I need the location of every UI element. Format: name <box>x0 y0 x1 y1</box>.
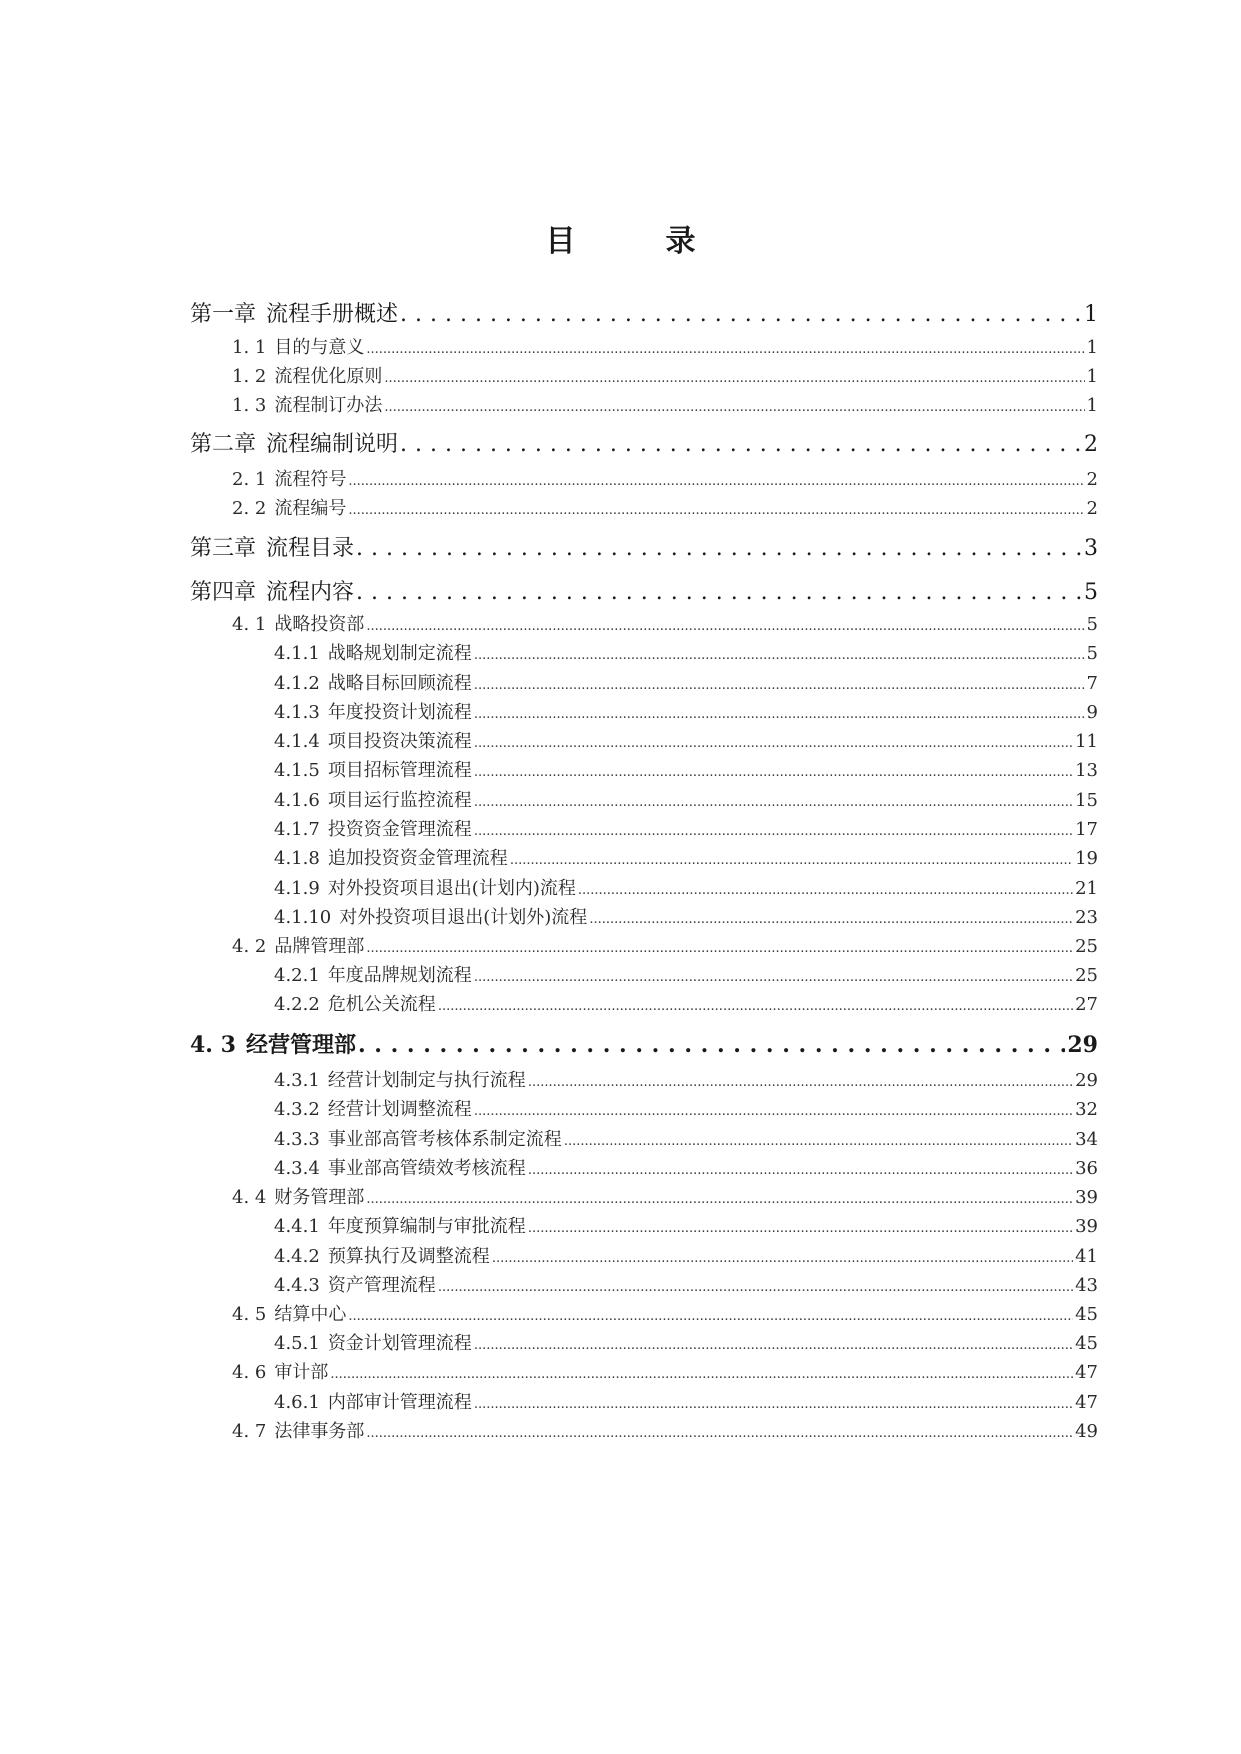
toc-entry-number: 4. 5 <box>232 1304 267 1325</box>
toc-entry[interactable] <box>232 335 1098 363</box>
toc-page-number: 17 <box>1075 819 1098 840</box>
toc-entry-label <box>274 700 472 726</box>
toc-entry-text: 对外投资项目退出(计划外)流程 <box>339 907 588 928</box>
toc-page-number: 2 <box>1084 432 1098 457</box>
toc-entry[interactable] <box>274 1273 1098 1301</box>
toc-entry[interactable] <box>274 876 1098 904</box>
toc-entry[interactable] <box>232 934 1098 962</box>
toc-entry-label <box>274 876 576 902</box>
toc-entry-label <box>232 393 382 419</box>
dot-leader <box>348 469 1084 495</box>
toc-page-number: 21 <box>1075 878 1098 899</box>
toc-entry[interactable] <box>274 758 1098 786</box>
toc-entry-label <box>274 758 472 784</box>
toc-entry-text: 年度预算编制与审批流程 <box>327 1216 526 1237</box>
toc-entry-number: 4. 2 <box>232 936 267 957</box>
toc-entry-text: 结算中心 <box>274 1304 347 1325</box>
toc-entry-text: 流程内容 <box>266 580 355 605</box>
toc-entry[interactable] <box>274 1331 1098 1359</box>
toc-entry[interactable] <box>232 467 1098 495</box>
toc-entry-label <box>274 1214 526 1240</box>
toc-entry[interactable] <box>274 700 1098 728</box>
toc-entry-text: 项目投资决策流程 <box>327 731 472 752</box>
toc-entry-number: 4.1.2 <box>274 673 320 694</box>
toc-entry-number: 4.1.9 <box>274 878 320 899</box>
toc-entry-label <box>274 1127 562 1153</box>
toc-entry-number: 4.4.3 <box>274 1275 320 1296</box>
dot-leader <box>474 673 1085 699</box>
toc-page-number: 43 <box>1075 1275 1098 1296</box>
toc-entry-label <box>274 788 472 814</box>
toc-entry[interactable] <box>190 578 1098 608</box>
toc-entry-text: 资产管理流程 <box>327 1275 436 1296</box>
toc-page-number: 39 <box>1075 1216 1098 1237</box>
toc-entry-number: 4. 7 <box>232 1421 267 1442</box>
toc-entry-number: 2. 2 <box>232 498 267 519</box>
toc-entry[interactable] <box>274 1214 1098 1242</box>
toc-entry[interactable] <box>274 1156 1098 1184</box>
toc-entry-number: 4.6.1 <box>274 1392 320 1413</box>
toc-entry-label <box>190 300 398 330</box>
toc-entry-text: 追加投资资金管理流程 <box>327 848 508 869</box>
toc-entry-text: 财务管理部 <box>274 1187 365 1208</box>
toc-entry-label <box>274 963 472 989</box>
toc-entry[interactable] <box>232 1185 1098 1213</box>
toc-entry[interactable] <box>274 905 1098 933</box>
toc-entry-number: 4.1.8 <box>274 848 320 869</box>
toc-entry-text: 战略规划制定流程 <box>327 643 472 664</box>
toc-entry-label <box>274 1244 490 1270</box>
toc-entry-label <box>274 729 472 755</box>
toc-entry-number: 4. 3 <box>190 1032 236 1058</box>
dot-leader <box>474 731 1073 757</box>
toc-entry-text: 审计部 <box>274 1362 329 1383</box>
toc-entry-text: 目的与意义 <box>274 337 365 358</box>
toc-entry-text: 年度投资计划流程 <box>327 702 472 723</box>
toc-entry[interactable] <box>274 1127 1098 1155</box>
toc-entry-number: 4.1.7 <box>274 819 320 840</box>
dot-leader <box>366 936 1073 962</box>
toc-entry-text: 法律事务部 <box>274 1421 365 1442</box>
toc-entry-text: 流程目录 <box>266 536 355 561</box>
toc-page-number: 49 <box>1075 1421 1098 1442</box>
toc-entry-number: 4. 6 <box>232 1362 267 1383</box>
toc-page-number: 47 <box>1075 1392 1098 1413</box>
toc-page-number: 1 <box>1086 366 1098 387</box>
toc-page-number: 2 <box>1086 469 1098 490</box>
toc-entry-label <box>274 846 508 872</box>
toc-page-number: 36 <box>1075 1158 1098 1179</box>
dot-leader <box>348 1304 1073 1330</box>
dot-leader <box>356 534 1082 564</box>
dot-leader <box>528 1070 1073 1096</box>
toc-page-number: 3 <box>1084 536 1098 561</box>
dot-leader <box>356 578 1082 608</box>
toc-page-number: 23 <box>1075 907 1098 928</box>
toc-entry-number: 4.1.3 <box>274 702 320 723</box>
toc-entry-text: 流程优化原则 <box>274 366 383 387</box>
toc-entry-text: 事业部高管绩效考核流程 <box>327 1158 526 1179</box>
toc-page-number: 47 <box>1075 1362 1098 1383</box>
toc-entry[interactable] <box>190 1030 1098 1060</box>
toc-entry-text: 品牌管理部 <box>274 936 365 957</box>
toc-entry-number: 1. 2 <box>232 366 267 387</box>
toc-entry-text: 战略投资部 <box>274 614 365 635</box>
toc-entry[interactable] <box>232 1360 1098 1388</box>
toc-entry-label <box>232 496 346 522</box>
toc-page-number: 2 <box>1086 498 1098 519</box>
dot-leader <box>474 819 1073 845</box>
toc-entry-text: 经营管理部 <box>245 1032 356 1058</box>
toc-entry-label <box>274 817 472 843</box>
toc-page-number: 19 <box>1075 848 1098 869</box>
toc-entry[interactable] <box>190 534 1098 564</box>
toc-page-number: 25 <box>1075 965 1098 986</box>
toc-page-number: 39 <box>1075 1187 1098 1208</box>
toc-entry-text: 对外投资项目退出(计划内)流程 <box>327 878 576 899</box>
toc-entry-text: 内部审计管理流程 <box>327 1392 472 1413</box>
toc-entry-number: 4.3.1 <box>274 1070 320 1091</box>
toc-entry-label <box>274 1068 526 1094</box>
toc-entry-label <box>232 1419 364 1445</box>
toc-entry-text: 流程编制说明 <box>266 432 399 457</box>
toc-entry-text: 流程手册概述 <box>266 302 399 327</box>
toc-page-number: 1 <box>1084 302 1098 327</box>
toc-entry[interactable] <box>232 393 1098 421</box>
toc-page-number: 11 <box>1075 731 1098 752</box>
dot-leader <box>528 1158 1073 1184</box>
dot-leader <box>384 366 1084 392</box>
toc-entry-number: 4.1.10 <box>274 907 332 928</box>
toc-entry-label <box>232 934 364 960</box>
dot-leader <box>358 1030 1065 1060</box>
dot-leader <box>578 878 1073 904</box>
toc-page-number: 15 <box>1075 790 1098 811</box>
toc-entry[interactable] <box>190 300 1098 330</box>
toc-page-number: 5 <box>1086 643 1098 664</box>
toc-entry-number: 第二章 <box>190 432 257 457</box>
toc-entry-text: 事业部高管考核体系制定流程 <box>327 1129 562 1150</box>
toc-entry-label <box>274 905 587 931</box>
dot-leader <box>474 760 1073 786</box>
toc-entry-label <box>274 641 472 667</box>
toc-entry-number: 4.5.1 <box>274 1333 320 1354</box>
toc-entry-number: 第一章 <box>190 302 257 327</box>
dot-leader <box>438 1275 1073 1301</box>
toc-entry-number: 4.1.1 <box>274 643 320 664</box>
toc-entry-text: 投资资金管理流程 <box>327 819 472 840</box>
toc-page-number: 25 <box>1075 936 1098 957</box>
toc-entry[interactable] <box>274 1244 1098 1272</box>
toc-page-number: 1 <box>1086 395 1098 416</box>
toc-entry-number: 第三章 <box>190 536 257 561</box>
dot-leader <box>438 994 1073 1020</box>
toc-entry-text: 战略目标回顾流程 <box>327 673 472 694</box>
toc-page-number: 5 <box>1086 614 1098 635</box>
toc-entry-number: 4.4.1 <box>274 1216 320 1237</box>
dot-leader <box>474 1392 1073 1418</box>
dot-leader <box>474 643 1085 669</box>
toc-entry-label <box>232 1185 364 1211</box>
toc-page-number: 29 <box>1067 1032 1098 1058</box>
dot-leader <box>474 702 1085 728</box>
toc-entry[interactable] <box>274 788 1098 816</box>
toc-entry-label <box>190 430 398 460</box>
toc-entry[interactable] <box>274 846 1098 874</box>
toc-page-number: 13 <box>1075 760 1098 781</box>
toc-entry-number: 4.2.1 <box>274 965 320 986</box>
toc-entry-label <box>274 671 472 697</box>
toc-page-number: 1 <box>1086 337 1098 358</box>
toc-page-number: 45 <box>1075 1333 1098 1354</box>
toc-entry-number: 1. 3 <box>232 395 267 416</box>
dot-leader <box>366 614 1084 640</box>
toc-entry[interactable] <box>232 364 1098 392</box>
dot-leader <box>528 1216 1073 1242</box>
toc-entry-label <box>190 1030 356 1060</box>
dot-leader <box>589 907 1073 933</box>
toc-page-number: 9 <box>1086 702 1098 723</box>
toc-page-number: 45 <box>1075 1304 1098 1325</box>
toc-entry[interactable] <box>274 729 1098 757</box>
toc-entry-number: 第四章 <box>190 580 257 605</box>
toc-entry-text: 项目运行监控流程 <box>327 790 472 811</box>
dot-leader <box>366 1187 1073 1213</box>
dot-leader <box>400 430 1082 460</box>
toc-entry[interactable] <box>232 496 1098 524</box>
toc-entry-label <box>232 364 382 390</box>
toc-entry-text: 流程符号 <box>274 469 347 490</box>
toc-entry-label <box>274 1331 472 1357</box>
toc-entry-text: 资金计划管理流程 <box>327 1333 472 1354</box>
toc-entry[interactable] <box>274 671 1098 699</box>
toc-entry[interactable] <box>274 992 1098 1020</box>
toc-entry-label <box>274 1097 472 1123</box>
toc-entry-number: 4.2.2 <box>274 994 320 1015</box>
toc-entry-text: 预算执行及调整流程 <box>327 1246 490 1267</box>
toc-entry[interactable] <box>274 1097 1098 1125</box>
dot-leader <box>474 1099 1073 1125</box>
dot-leader <box>348 498 1084 524</box>
toc-entry[interactable] <box>274 641 1098 669</box>
toc-entry-number: 4. 1 <box>232 614 267 635</box>
dot-leader <box>330 1362 1073 1388</box>
toc-entry[interactable] <box>274 963 1098 991</box>
toc-page-number: 7 <box>1086 673 1098 694</box>
toc-entry-label <box>232 1360 328 1386</box>
dot-leader <box>474 965 1073 991</box>
toc-page-number: 27 <box>1075 994 1098 1015</box>
toc-entry-number: 4. 4 <box>232 1187 267 1208</box>
toc-entry-label <box>232 1302 346 1328</box>
toc-entry-label <box>232 612 364 638</box>
dot-leader <box>510 848 1073 874</box>
toc-entry-text: 经营计划调整流程 <box>327 1099 472 1120</box>
toc-entry-label <box>232 335 364 361</box>
dot-leader <box>564 1129 1073 1155</box>
dot-leader <box>366 337 1084 363</box>
dot-leader <box>400 300 1082 330</box>
toc-entry-number: 1. 1 <box>232 337 267 358</box>
toc-page-number: 29 <box>1075 1070 1098 1091</box>
toc-entry[interactable] <box>232 1419 1098 1447</box>
dot-leader <box>492 1246 1073 1272</box>
toc-entry-number: 4.3.3 <box>274 1129 320 1150</box>
toc-entry-number: 2. 1 <box>232 469 267 490</box>
toc-page-number: 32 <box>1075 1099 1098 1120</box>
toc-entry[interactable] <box>274 1068 1098 1096</box>
toc-entry-label <box>274 1390 472 1416</box>
toc-entry[interactable] <box>274 817 1098 845</box>
toc-entry[interactable] <box>274 1390 1098 1418</box>
toc-title: 目 录 <box>545 224 726 259</box>
toc-entry-number: 4.1.4 <box>274 731 320 752</box>
toc-page-number: 5 <box>1084 580 1098 605</box>
toc-entry-text: 流程制订办法 <box>274 395 383 416</box>
toc-entry-number: 4.3.4 <box>274 1158 320 1179</box>
toc-page-number: 34 <box>1075 1129 1098 1150</box>
toc-entry-text: 项目招标管理流程 <box>327 760 472 781</box>
toc-entry-label <box>274 1156 526 1182</box>
toc-entry-number: 4.1.5 <box>274 760 320 781</box>
toc-entry-text: 危机公关流程 <box>327 994 436 1015</box>
toc-entry[interactable] <box>232 1302 1098 1330</box>
toc-entry-number: 4.4.2 <box>274 1246 320 1267</box>
toc-entry-label <box>190 534 354 564</box>
dot-leader <box>366 1421 1073 1447</box>
toc-entry-text: 年度品牌规划流程 <box>327 965 472 986</box>
toc-entry-text: 流程编号 <box>274 498 347 519</box>
dot-leader <box>474 790 1073 816</box>
toc-entry[interactable] <box>190 430 1098 460</box>
toc-page-number: 41 <box>1075 1246 1098 1267</box>
dot-leader <box>384 395 1084 421</box>
toc-entry-label <box>232 467 346 493</box>
toc-entry-text: 经营计划制定与执行流程 <box>327 1070 526 1091</box>
dot-leader <box>474 1333 1073 1359</box>
toc-entry-label <box>274 992 436 1018</box>
toc-entry-label <box>274 1273 436 1299</box>
toc-entry-label <box>190 578 354 608</box>
toc-entry[interactable] <box>232 612 1098 640</box>
toc-entry-number: 4.1.6 <box>274 790 320 811</box>
toc-entry-number: 4.3.2 <box>274 1099 320 1120</box>
